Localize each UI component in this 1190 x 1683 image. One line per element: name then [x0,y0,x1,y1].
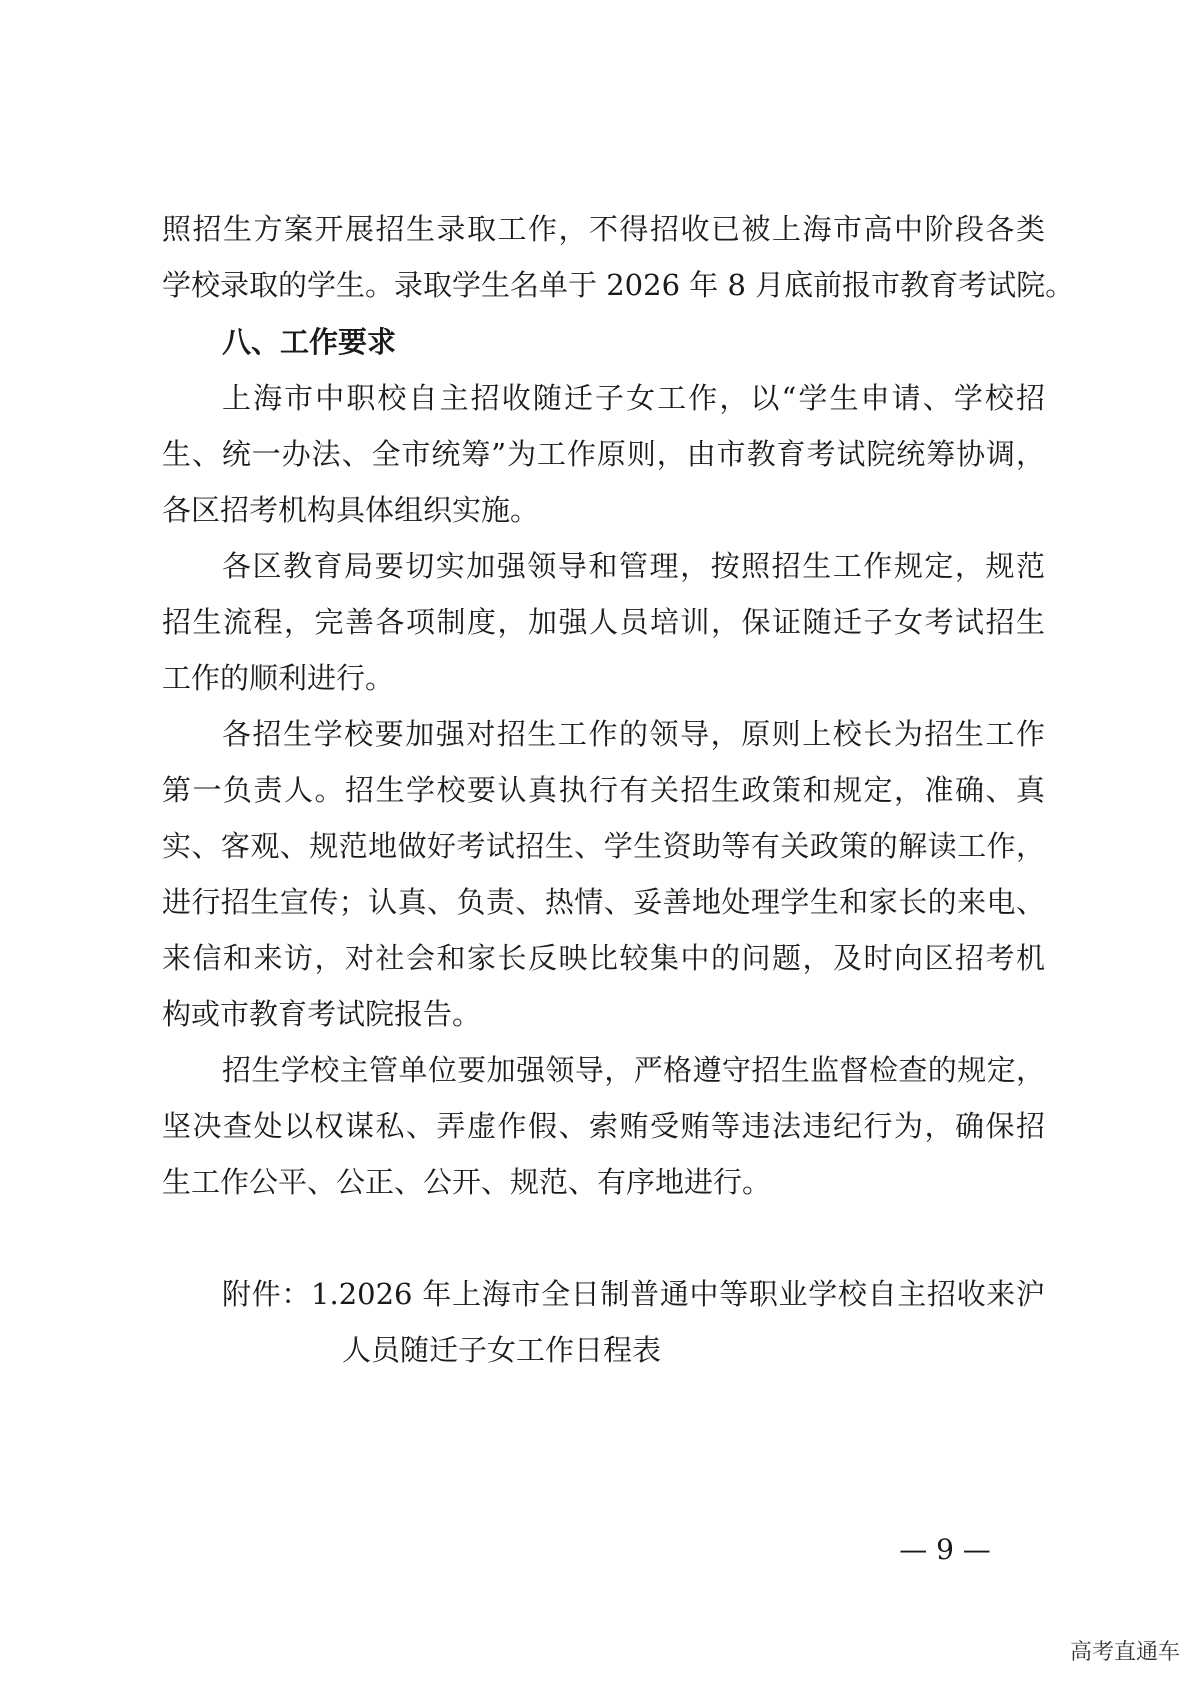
paragraph-line: 上海市中职校自主招收随迁子女工作，以“学生申请、学校招 [222,381,1045,415]
paragraph-line: 学校录取的学生。录取学生名单于 2026 年 8 月底前报市教育考试院。 [162,268,1075,302]
paragraph-line: 各区招考机构具体组织实施。 [162,493,540,527]
attachment-line: 附件：1.2026 年上海市全日制普通中等职业学校自主招收来沪 [222,1277,1045,1311]
paragraph-line: 各区教育局要切实加强领导和管理，按照招生工作规定，规范 [222,549,1045,583]
paragraph-line: 招生学校主管单位要加强领导，严格遵守招生监督检查的规定， [222,1053,1045,1087]
page-number: — 9 — [899,1533,991,1566]
paragraph-line: 实、客观、规范地做好考试招生、学生资助等有关政策的解读工作， [162,829,1045,863]
paragraph-line: 照招生方案开展招生录取工作，不得招收已被上海市高中阶段各类 [162,212,1045,246]
paragraph-line: 来信和来访，对社会和家长反映比较集中的问题，及时向区招考机 [162,941,1045,975]
section-heading: 八、工作要求 [222,325,397,359]
paragraph-line: 各招生学校要加强对招生工作的领导，原则上校长为招生工作 [222,717,1045,751]
paragraph-line: 生、统一办法、全市统筹”为工作原则，由市教育考试院统筹协调， [162,437,1045,471]
watermark: 高考直通车 [1069,1640,1180,1665]
paragraph-line: 招生流程，完善各项制度，加强人员培训，保证随迁子女考试招生 [162,605,1045,639]
paragraph-line: 第一负责人。招生学校要认真执行有关招生政策和规定，准确、真 [162,773,1045,807]
paragraph-line: 生工作公平、公正、公开、规范、有序地进行。 [162,1165,772,1199]
paragraph-line: 进行招生宣传；认真、负责、热情、妥善地处理学生和家长的来电、 [162,885,1045,919]
attachment-line-continued: 人员随迁子女工作日程表 [342,1333,662,1367]
paragraph-line: 坚决查处以权谋私、弄虚作假、索贿受贿等违法违纪行为，确保招 [162,1109,1045,1143]
paragraph-line: 构或市教育考试院报告。 [162,997,482,1031]
paragraph-line: 工作的顺利进行。 [162,661,395,695]
